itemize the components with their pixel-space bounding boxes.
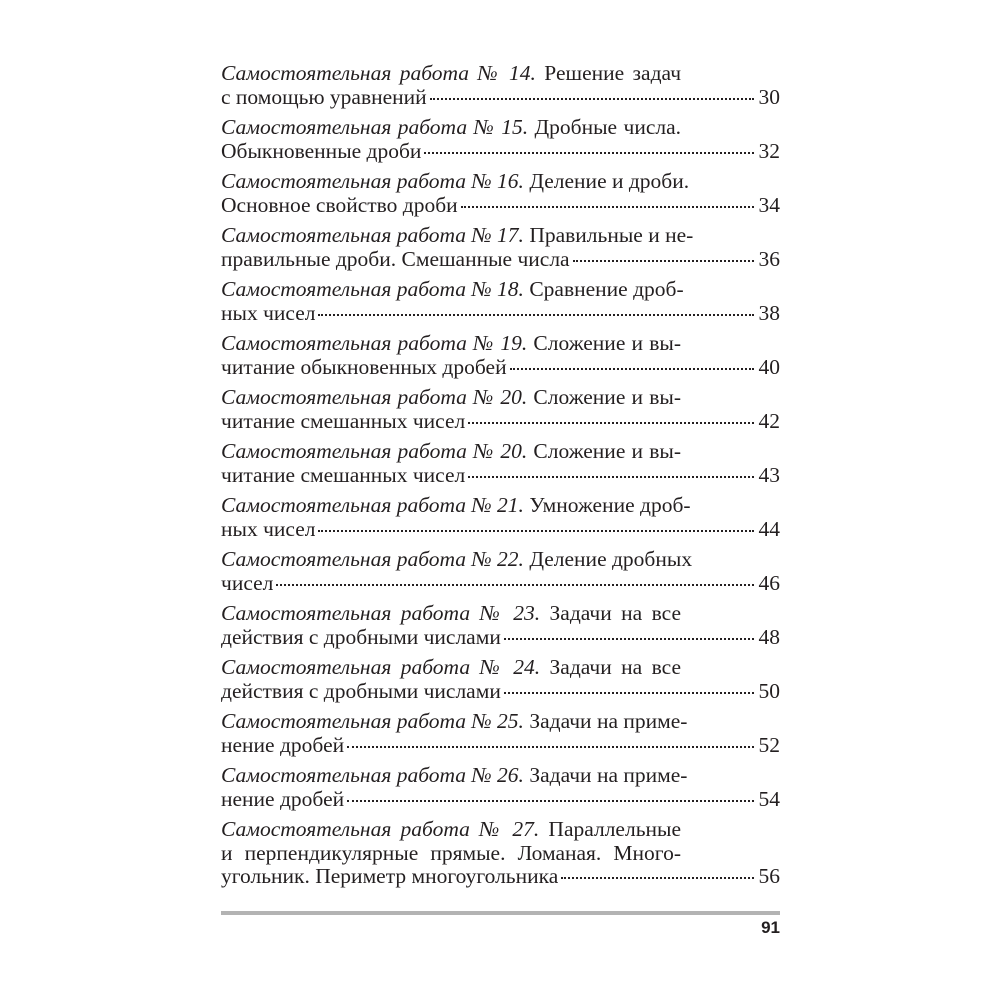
- toc-entry-label: Самостоятельная работа № 20.: [221, 385, 528, 409]
- toc-entry-label: Самостоятельная работа № 27.: [221, 817, 540, 841]
- toc-entry-title: Умножение дроб-: [529, 493, 691, 517]
- toc-entry-line: [221, 302, 780, 326]
- toc-entry-line: [221, 788, 780, 812]
- toc-entry-label: Самостоятельная работа № 20.: [221, 439, 528, 463]
- toc-entry-title: с помощью уравнений: [221, 84, 427, 109]
- toc-entry-title: Основное свойство дроби: [221, 192, 458, 217]
- toc-entry-title: Сложение и вы-: [533, 439, 682, 463]
- toc-entry-title: Деление дробных: [529, 547, 693, 571]
- dot-leader: [318, 314, 754, 316]
- toc-entry-line: [221, 680, 780, 704]
- toc-entry-title: Правильные и не-: [529, 223, 694, 247]
- toc-entry-title: Задачи на все: [549, 655, 681, 679]
- toc-entry: [221, 494, 780, 541]
- toc-entry-label: Самостоятельная работа № 15.: [221, 115, 529, 139]
- toc-entry-title: Дробные числа.: [534, 115, 682, 139]
- toc-entry-title: Обыкновенные дроби: [221, 138, 422, 163]
- toc-entry-line: [221, 248, 780, 272]
- toc-entry-title: правильные дроби. Смешанные числа: [221, 246, 570, 271]
- toc-entry-line: [221, 493, 691, 518]
- toc-entry-line: [221, 356, 780, 380]
- toc-entry-line: [221, 116, 681, 140]
- toc-entry-title: угольник. Периметр многоугольника: [221, 864, 559, 888]
- toc-entry-line: [221, 572, 780, 596]
- toc-entry-line: [221, 140, 780, 164]
- toc-entry-page: 50: [758, 678, 780, 703]
- dot-leader: [504, 638, 754, 640]
- toc-entry-label: Самостоятельная работа № 22.: [221, 547, 524, 571]
- toc-entry-page: 42: [758, 408, 780, 433]
- toc-entry-label: Самостоятельная работа № 21.: [221, 493, 524, 517]
- toc-entry-page: 40: [758, 354, 780, 379]
- toc-entry-title: Сложение и вы-: [533, 385, 682, 409]
- dot-leader: [276, 584, 754, 586]
- toc-entry: [221, 332, 780, 379]
- toc-entry-line: [221, 332, 681, 356]
- toc-entry: [221, 62, 780, 109]
- toc-entry-page: 48: [758, 624, 780, 649]
- toc-entry: [221, 224, 780, 271]
- dot-leader: [510, 368, 754, 370]
- toc-entry-line: [221, 709, 688, 734]
- toc-entry-page: 43: [758, 462, 780, 487]
- toc-entry-line: [221, 602, 681, 626]
- toc-entry-line: [221, 626, 780, 650]
- toc-entry-title: нение дробей: [221, 786, 345, 811]
- toc-entry-label: Самостоятельная работа № 14.: [221, 61, 536, 85]
- toc-entry-title: читание смешанных чисел: [221, 408, 466, 433]
- dot-leader: [573, 260, 754, 262]
- toc-entry: [221, 818, 780, 889]
- dot-leader: [347, 800, 754, 802]
- toc-entry-page: 54: [758, 786, 780, 811]
- toc-entry-page: 44: [758, 516, 780, 541]
- toc-entry-title: Задачи на приме-: [529, 763, 688, 787]
- toc-entry-page: 46: [758, 570, 780, 595]
- toc-entry-line: [221, 169, 690, 194]
- toc-entry-title: Деление и дроби.: [529, 169, 690, 193]
- toc-entry-line: [221, 86, 780, 110]
- toc-entry-line: [221, 763, 688, 788]
- toc-entry-title: ных чисел: [221, 516, 316, 541]
- toc-entry: [221, 548, 780, 595]
- dot-leader: [424, 152, 754, 154]
- toc-entry-page: 34: [758, 192, 780, 217]
- toc-entry-line: [221, 410, 780, 434]
- toc-entry-label: Самостоятельная работа № 24.: [221, 655, 541, 679]
- toc-entry-title: ных чисел: [221, 300, 316, 325]
- toc-entry: [221, 710, 780, 757]
- toc-entry: [221, 170, 780, 217]
- toc-entry-title: Решение задач: [544, 61, 682, 85]
- toc-entry-page: 32: [758, 138, 780, 163]
- toc-entry-line: [221, 386, 681, 410]
- toc-entry-title: и перпендикулярные прямые. Ломаная. Много-: [221, 840, 681, 865]
- toc-entry-label: Самостоятельная работа № 26.: [221, 763, 524, 787]
- toc-entry-line: [221, 518, 780, 542]
- toc-entry-page: 52: [758, 732, 780, 757]
- toc-entry: [221, 764, 780, 811]
- footer-rule: [221, 911, 780, 915]
- toc-entry: [221, 440, 780, 487]
- toc-entry-line: [221, 656, 681, 680]
- toc-entry-label: Самостоятельная работа № 18.: [221, 277, 524, 301]
- toc-entry-page: 30: [758, 84, 780, 109]
- toc-entry-title: Параллельные: [548, 817, 682, 841]
- toc-entry: [221, 656, 780, 703]
- toc-entry-line: [221, 547, 693, 572]
- toc-entry-label: Самостоятельная работа № 17.: [221, 223, 524, 247]
- dot-leader: [504, 692, 754, 694]
- toc-entry-title: действия с дробными числами: [221, 678, 501, 703]
- toc-entry: [221, 602, 780, 649]
- toc-entry-line: [221, 223, 694, 248]
- toc-entry: [221, 278, 780, 325]
- dot-leader: [468, 476, 754, 478]
- toc-entry-title: нение дробей: [221, 732, 345, 757]
- dot-leader: [347, 746, 754, 748]
- toc-entry-page: 36: [758, 246, 780, 271]
- toc-entry-line: [221, 277, 684, 302]
- dot-leader: [468, 422, 754, 424]
- dot-leader: [430, 98, 754, 100]
- toc-entry-title: Сравнение дроб-: [529, 277, 684, 301]
- page-number: 91: [761, 918, 780, 937]
- toc-entry-label: Самостоятельная работа № 25.: [221, 709, 524, 733]
- dot-leader: [461, 206, 754, 208]
- toc-entry-label: Самостоятельная работа № 19.: [221, 331, 528, 355]
- toc-entry-title: чисел: [221, 570, 274, 595]
- toc-entry-title: Задачи на приме-: [529, 709, 688, 733]
- toc-entry-line: [221, 865, 780, 889]
- toc-entry-title: читание смешанных чисел: [221, 462, 466, 487]
- toc-entry-line: [221, 194, 780, 218]
- toc-entry-label: Самостоятельная работа № 16.: [221, 169, 524, 193]
- toc-entry-line: [221, 734, 780, 758]
- toc-entry-page: 56: [758, 864, 780, 888]
- toc-entry-title: читание обыкновенных дробей: [221, 354, 507, 379]
- toc-entry-title: Задачи на все: [549, 601, 681, 625]
- toc-entry-page: 38: [758, 300, 780, 325]
- dot-leader: [318, 530, 754, 532]
- toc-entry: [221, 116, 780, 163]
- toc-entry-title: Сложение и вы-: [533, 331, 682, 355]
- table-of-contents: [221, 62, 780, 896]
- dot-leader: [561, 877, 754, 879]
- toc-entry-line: [221, 440, 681, 464]
- toc-entry-label: Самостоятельная работа № 23.: [221, 601, 541, 625]
- toc-entry-line: [221, 464, 780, 488]
- toc-entry-line: [221, 62, 681, 86]
- toc-entry-line: [221, 818, 681, 842]
- toc-entry-title: действия с дробными числами: [221, 624, 501, 649]
- toc-entry: [221, 386, 780, 433]
